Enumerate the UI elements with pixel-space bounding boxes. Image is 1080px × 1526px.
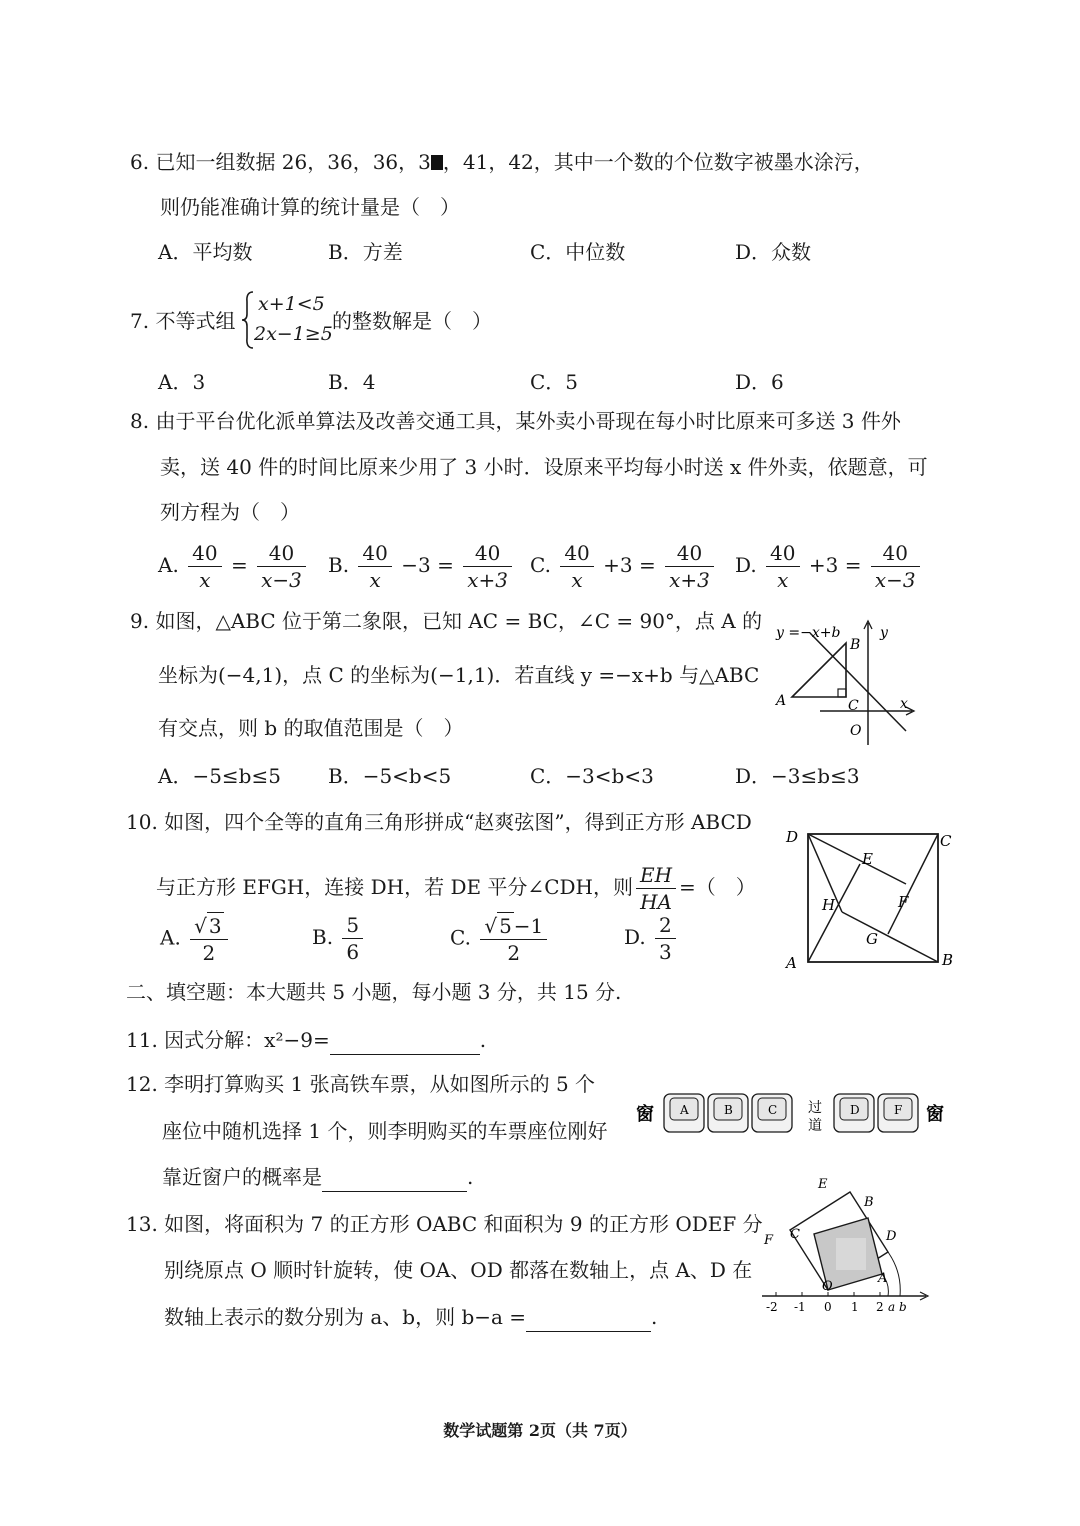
q7-option-c: C．5 xyxy=(530,370,579,394)
q6-option-d: D．众数 xyxy=(735,240,812,264)
q8-option-b: B. $\frac{40}{x}$ −3 = $\frac{40}{x+3}$ xyxy=(328,540,515,593)
tick-a: a xyxy=(888,1300,896,1314)
q11: 11. 因式分解：x²−9= . xyxy=(126,1026,486,1055)
right-angle-mark xyxy=(838,689,846,697)
q8-option-c: C. $\frac{40}{x}$ +3 = $\frac{40}{x+3}$ xyxy=(530,540,717,593)
label-y: y xyxy=(880,625,888,641)
q9-line2: 坐标为(−4,1)，点 C 的坐标为(−1,1)．若直线 y =−x+b 与△ABC xyxy=(158,663,760,687)
shade-center xyxy=(836,1238,866,1270)
q6-line1: 6. 已知一组数据 26，36，36，3 ，41，42，其中一个数的个位数字被墨水涂污， xyxy=(130,150,874,174)
aisle-bottom: 道 xyxy=(808,1118,822,1134)
svg-text:D: D xyxy=(850,1103,860,1117)
aisle-top: 过 xyxy=(808,1100,822,1116)
label-f: F xyxy=(898,893,909,911)
q6-line2: 则仍能准确计算的统计量是（ ） xyxy=(160,195,460,219)
q8-line1: 8. 由于平台优化派单算法及改善交通工具，某外卖小哥现在每小时比原来可多送 3 件外 xyxy=(130,409,901,433)
q13-figure xyxy=(756,1172,936,1316)
svg-text:F: F xyxy=(894,1103,903,1117)
q10-line1: 10. 如图，四个全等的直角三角形拼成“赵爽弦图”，得到正方形 ABCD xyxy=(126,810,752,834)
q10-line2: 与正方形 EFGH，连接 DH，若 DE 平分∠CDH，则 $\frac{EH}{HA}$ =（ ） xyxy=(156,863,756,914)
q8-line2: 卖，送 40 件的时间比原来少用了 3 小时．设原来平均每小时送 x 件外卖，依题意，可 xyxy=(160,455,928,479)
line-de xyxy=(808,834,906,884)
label-c: C xyxy=(940,832,952,850)
window-right: 窗 xyxy=(926,1104,944,1125)
fraction: $\frac{EH}{HA}$ xyxy=(636,862,676,915)
line-label: y =−x+b xyxy=(776,625,841,641)
label-b: B xyxy=(850,637,861,653)
q9-option-a: A．−5≤b≤5 xyxy=(158,764,281,788)
label-c: C xyxy=(848,698,859,714)
page-footer: 数学试题第 2页（共 7页） xyxy=(443,1421,637,1440)
q10-option-a: A. $\frac{√ 3}{2}$ xyxy=(160,912,231,966)
line-cf xyxy=(888,834,938,934)
fraction: $\frac{40}{x+3}$ xyxy=(665,540,714,593)
q9-figure xyxy=(770,615,920,750)
label-a: A xyxy=(776,693,787,709)
label-d: D xyxy=(886,1229,897,1244)
q9-option-d: D．−3≤b≤3 xyxy=(735,764,860,788)
q6-option-b: B．方差 xyxy=(328,240,403,264)
label-c: C xyxy=(790,1227,800,1242)
q13-line3: 数轴上表示的数分别为 a、b，则 b−a = . xyxy=(164,1303,657,1332)
label-h: H xyxy=(822,896,836,914)
svg-text:A: A xyxy=(680,1103,689,1117)
label-d: D xyxy=(786,828,799,846)
q9-option-c: C．−3<b<3 xyxy=(530,764,654,788)
ink-blot xyxy=(431,155,443,170)
q10-figure xyxy=(780,822,960,972)
label-e: E xyxy=(862,850,873,868)
q7-eq2: 2x−1≥5 xyxy=(254,323,333,345)
q6-option-a: A．平均数 xyxy=(158,240,253,264)
answer-blank xyxy=(330,1026,480,1055)
q7-option-a: A．3 xyxy=(158,370,206,394)
seat-d xyxy=(834,1094,874,1132)
q13-line1: 13. 如图，将面积为 7 的正方形 OABC 和面积为 9 的正方形 ODEF 分 xyxy=(126,1212,763,1236)
q9-line3: 有交点，则 b 的取值范围是（ ） xyxy=(158,716,464,740)
q7-option-d: D．6 xyxy=(735,370,784,394)
tick-0: 0 xyxy=(824,1300,832,1314)
tick-2: 2 xyxy=(876,1300,884,1314)
arc-d xyxy=(888,1252,900,1296)
q12-line3: 靠近窗户的概率是 . xyxy=(162,1163,473,1192)
fraction: $\frac{40}{x+3}$ xyxy=(463,540,512,593)
q12-line2: 座位中随机选择 1 个，则李明购买的车票座位刚好 xyxy=(162,1119,608,1143)
seat-b xyxy=(708,1094,748,1132)
q10-option-b: B. $\frac{5}{6}$ xyxy=(312,912,366,965)
q9-line1: 9. 如图，△ABC 位于第二象限，已知 AC = BC，∠C = 90°，点 A 的 xyxy=(130,609,763,633)
fraction: $\frac{2}{3}$ xyxy=(655,912,676,965)
seat-a xyxy=(664,1094,704,1132)
label-b: B xyxy=(942,951,954,969)
fraction: $\frac{40}{x}$ xyxy=(358,540,391,593)
svg-text:C: C xyxy=(768,1103,778,1117)
line-bg xyxy=(842,912,938,962)
label-o: O xyxy=(822,1279,833,1294)
q10-option-d: D. $\frac{2}{3}$ xyxy=(624,912,679,965)
label-e: E xyxy=(818,1177,828,1192)
fraction: $\frac{40}{x}$ xyxy=(188,540,221,593)
fraction: $\frac{40}{x-3}$ xyxy=(871,540,920,593)
q7-option-b: B．4 xyxy=(328,370,376,394)
fraction: $\frac{√ 5 -1}{2}$ xyxy=(480,912,547,966)
tick-1: 1 xyxy=(851,1300,859,1314)
q9-option-b: B．−5<b<5 xyxy=(328,764,452,788)
q7-prefix: 7. 不等式组 xyxy=(130,309,236,333)
q6-option-c: C．中位数 xyxy=(530,240,626,264)
answer-blank xyxy=(322,1163,467,1192)
tick-neg1: -1 xyxy=(794,1300,806,1314)
window-left: 窗 xyxy=(636,1104,654,1125)
q8-option-d: D. $\frac{40}{x}$ +3 = $\frac{40}{x-3}$ xyxy=(735,540,923,593)
q7-eq1: x+1<5 xyxy=(258,293,325,315)
seat-c xyxy=(752,1094,792,1132)
label-a: A xyxy=(786,954,797,972)
label-g: G xyxy=(866,930,878,948)
q8-option-a: A. $\frac{40}{x}$ = $\frac{40}{x-3}$ xyxy=(158,540,309,593)
label-b: B xyxy=(864,1195,874,1210)
fraction: $\frac{40}{x}$ xyxy=(560,540,593,593)
tick-neg2: -2 xyxy=(766,1300,778,1314)
label-f: F xyxy=(764,1233,774,1248)
fraction: $\frac{40}{x}$ xyxy=(766,540,799,593)
q12-line1: 12. 李明打算购买 1 张高铁车票，从如图所示的 5 个 xyxy=(126,1072,596,1096)
label-x: x xyxy=(900,696,908,712)
seat-diagram xyxy=(632,1088,952,1140)
q8-line3: 列方程为（ ） xyxy=(160,500,300,524)
answer-blank xyxy=(526,1303,651,1332)
fraction: $\frac{√ 3}{2}$ xyxy=(190,912,227,966)
q13-line2: 别绕原点 O 顺时针旋转，使 OA、OD 都落在数轴上，点 A、D 在 xyxy=(164,1258,753,1282)
label-a: A xyxy=(878,1271,888,1286)
label-o: O xyxy=(850,723,862,739)
fraction: $\frac{5}{6}$ xyxy=(342,912,363,965)
fraction: $\frac{40}{x-3}$ xyxy=(257,540,306,593)
q10-option-c: C. $\frac{√ 5 -1}{2}$ xyxy=(450,912,550,966)
section-fill-in: 二、填空题：本大题共 5 小题，每小题 3 分，共 15 分. xyxy=(126,980,622,1004)
seat-f xyxy=(878,1094,918,1132)
q7-suffix: 的整数解是（ ） xyxy=(332,309,492,333)
tick-b: b xyxy=(899,1300,907,1314)
svg-text:B: B xyxy=(724,1103,733,1117)
